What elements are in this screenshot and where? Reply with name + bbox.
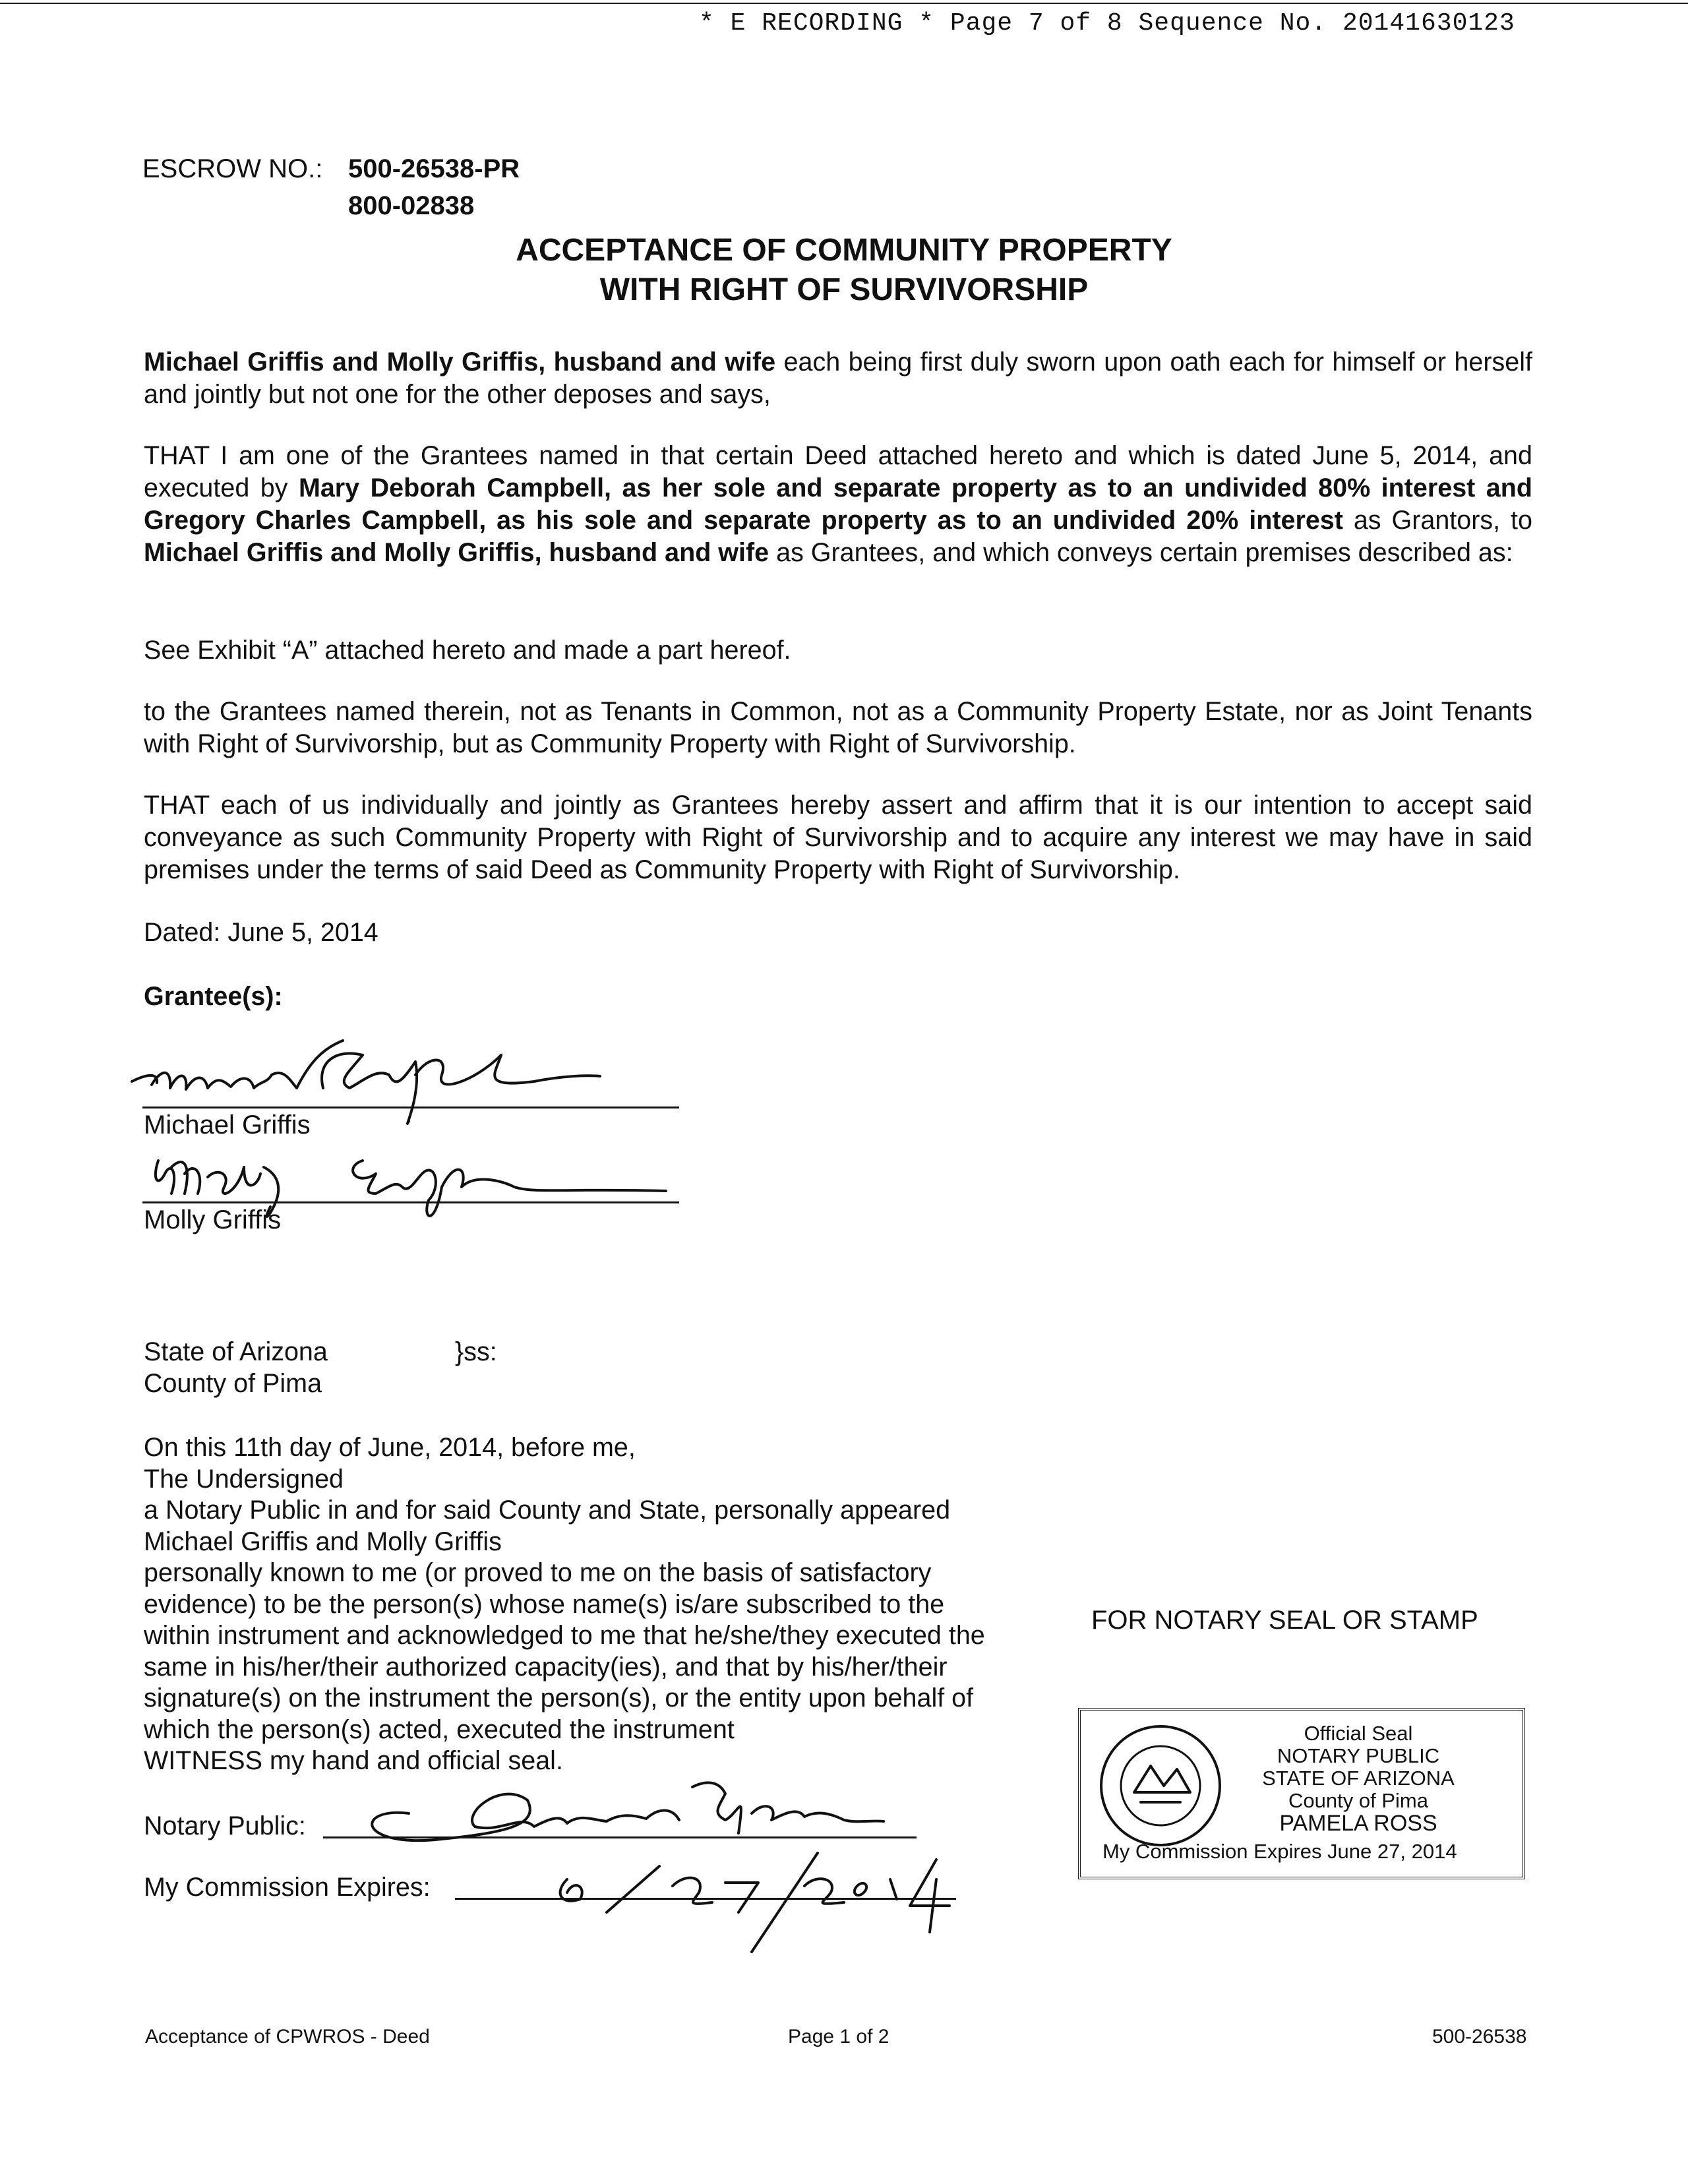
notary-line-5: personally known to me (or proved to me on the basis of satisfactory [144, 1558, 932, 1587]
notary-seal-text [1200, 1722, 1517, 1835]
notary-line-10: which the person(s) acted, executed the instrument [144, 1714, 735, 1744]
title-line-2: WITH RIGHT OF SURVIVORSHIP [599, 272, 1089, 307]
dated-line: Dated: June 5, 2014 [144, 918, 378, 947]
seal-line-4: County of Pima [1288, 1789, 1428, 1812]
grantees-names: Michael Griffis and Molly Griffis, husband and wife [144, 538, 769, 567]
grantee-2-signature-line [142, 1201, 679, 1203]
paragraph-deed [144, 440, 1532, 569]
venue-county: County of Pima [144, 1369, 322, 1398]
grantee-1-name: Michael Griffis [144, 1110, 311, 1139]
notary-acknowledgment [144, 1432, 1067, 1777]
notary-line-11: WITNESS my hand and official seal. [144, 1746, 563, 1775]
venue-ss: }ss: [455, 1337, 497, 1366]
deed-text-1: THAT I am one of the Grantees named in that certain Deed attached hereto and which is dated June 5, 2014, and executed by [144, 441, 1532, 502]
escrow-label: ESCROW NO.: [142, 154, 323, 183]
affiants-names: Michael Griffis and Molly Griffis, husband and wife [144, 348, 776, 377]
notary-line-8: same in his/her/their authorized capacity(ies), and that by his/her/their [144, 1652, 948, 1682]
affiants-text: each being first duly sworn upon oath each for himself or herself and jointly but not one for the other deposes and says, [144, 348, 1532, 409]
document-title [0, 231, 1688, 310]
grantees-label: Grantee(s): [144, 982, 283, 1011]
footer-left: Acceptance of CPWROS - Deed [145, 2026, 430, 2048]
notary-public-label: Notary Public: [144, 1811, 306, 1840]
deed-text-3: as Grantees, and which conveys certain premises described as: [769, 538, 1513, 567]
grantee-1-signature-line [142, 1107, 679, 1108]
escrow-number-2: 800-02838 [348, 191, 475, 220]
paragraph-exhibit: See Exhibit “A” attached hereto and made a part hereof. [144, 636, 791, 665]
seal-line-1: Official Seal [1304, 1722, 1413, 1745]
grantee-2-name: Molly Griffis [144, 1205, 282, 1234]
notary-line-3: a Notary Public in and for said County and State, personally appeared [144, 1496, 951, 1525]
seal-line-3: STATE OF ARIZONA [1262, 1767, 1455, 1790]
notary-line-1: On this 11th day of June, 2014, before me, [144, 1433, 636, 1462]
venue-state: State of Arizona [144, 1337, 328, 1366]
seal-line-2: NOTARY PUBLIC [1277, 1744, 1440, 1767]
footer-page: Page 1 of 2 [788, 2026, 889, 2048]
seal-caption: FOR NOTARY SEAL OR STAMP [1091, 1606, 1478, 1635]
deed-text-2: as Grantors, to [1342, 506, 1532, 535]
recording-header: * E RECORDING * Page 7 of 8 Sequence No. 20141630123 [699, 9, 1515, 38]
footer-right: 500-26538 [1432, 2026, 1527, 2048]
paragraph-intention: THAT each of us individually and jointly as Grantees hereby assert and affirm that it is our intention to accept said conveyance as such Community Property with Right of Survivorship and to acquire any interest we may have in said premises under the terms of said Deed as Community Property with Right of Survivorship. [144, 791, 1532, 884]
commission-expires-label: My Commission Expires: [144, 1873, 431, 1902]
seal-line-6: My Commission Expires June 27, 2014 [1102, 1840, 1457, 1863]
notary-line-9: signature(s) on the instrument the person(s), or the entity upon behalf of [144, 1684, 974, 1713]
notary-line-6: evidence) to be the person(s) whose name(s) is/are subscribed to the [144, 1589, 945, 1619]
seal-line-5: PAMELA ROSS [1279, 1811, 1437, 1836]
paragraph-tenancy: to the Grantees named therein, not as Tenants in Common, not as a Community Property Estate, nor as Joint Tenants with Right of Survivorship, but as Community Property with Right of Survivorship. [144, 697, 1532, 758]
commission-expires-handwriting [541, 1840, 989, 1945]
paragraph-affiants [144, 346, 1532, 411]
top-border-line [0, 3, 1688, 4]
notary-line-4: Michael Griffis and Molly Griffis [144, 1527, 502, 1556]
escrow-numbers [348, 150, 520, 224]
grantors-names: Mary Deborah Campbell, as her sole and separate property as to an undivided 80% interest and Gregory Charles Campbell, as his sole and separate property as to an undivided 20% interest [144, 473, 1533, 535]
notary-line-2: The Undersigned [144, 1464, 344, 1494]
title-line-1: ACCEPTANCE OF COMMUNITY PROPERTY [516, 233, 1172, 268]
escrow-number-1: 500-26538-PR [348, 154, 520, 183]
escrow-block [142, 150, 520, 220]
notary-line-7: within instrument and acknowledged to me that he/she/they executed the [144, 1621, 985, 1650]
